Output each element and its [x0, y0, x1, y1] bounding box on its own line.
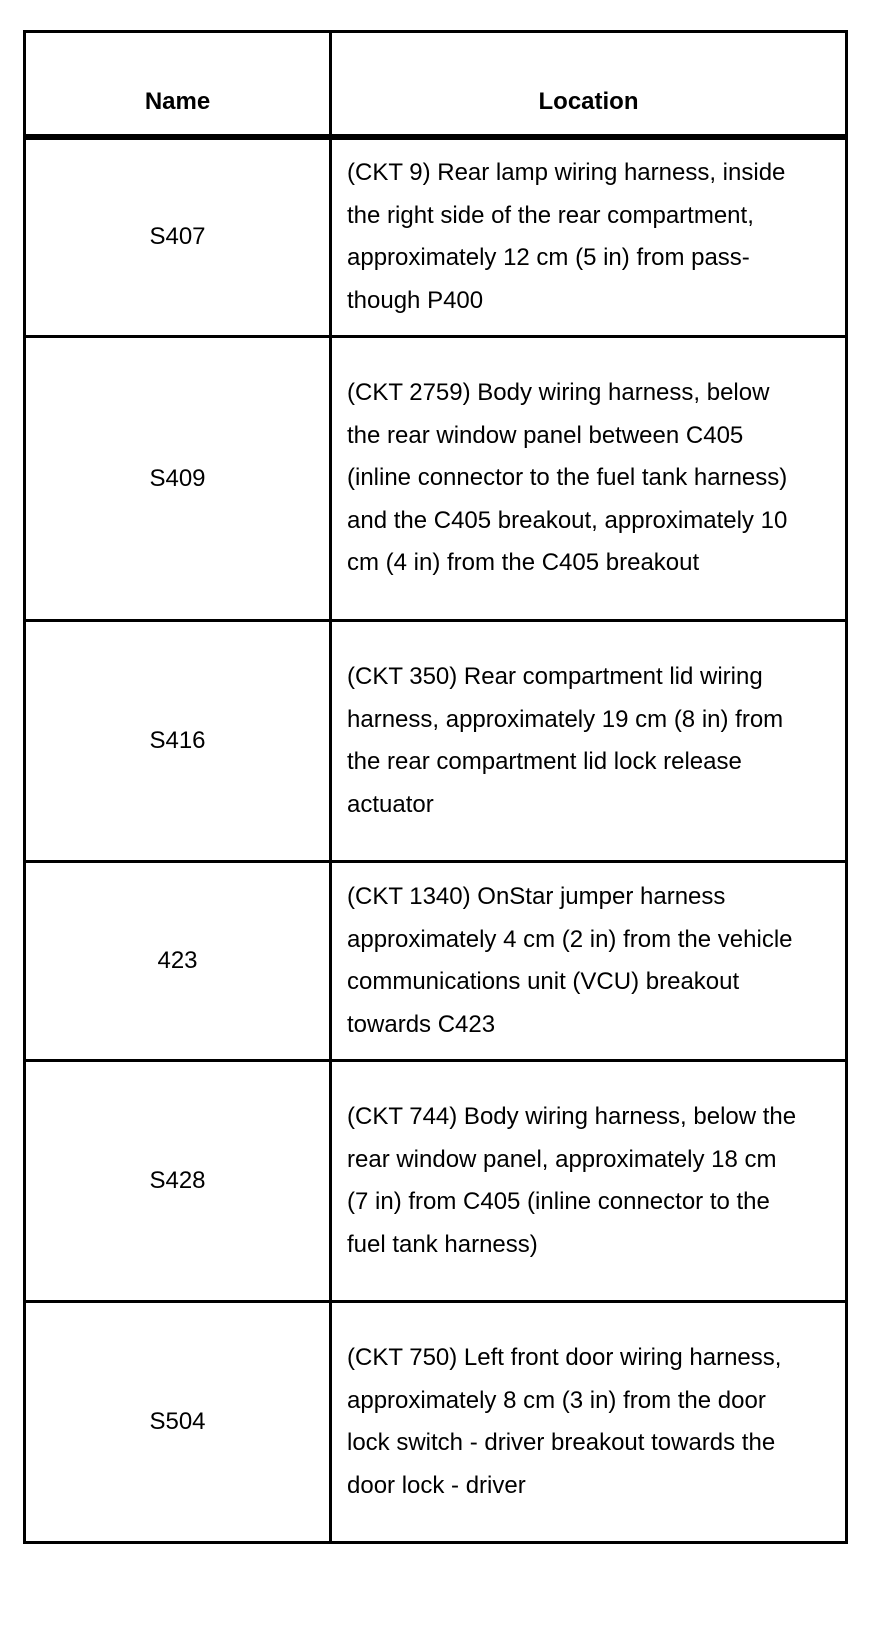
column-header-name: Name [25, 32, 331, 137]
table-row [25, 137, 847, 337]
splice-location: (CKT 350) Rear compartment lid wiring harness, approximately 19 cm (8 in) from the rear compartment lid lock release actuator [331, 621, 847, 862]
splice-name: 423 [25, 862, 331, 1061]
table-row [25, 862, 847, 1061]
splice-location: (CKT 9) Rear lamp wiring harness, inside the right side of the rear compartment, approximately 12 cm (5 in) from pass-though P400 [331, 137, 847, 337]
splice-name: S416 [25, 621, 331, 862]
splice-name: S428 [25, 1061, 331, 1302]
table-row [25, 337, 847, 621]
splice-location: (CKT 750) Left front door wiring harness, approximately 8 cm (3 in) from the door lock switch - driver breakout towards the door lock - driver [331, 1302, 847, 1543]
column-header-location: Location [331, 32, 847, 137]
table-row [25, 621, 847, 862]
splice-location: (CKT 1340) OnStar jumper harness approximately 4 cm (2 in) from the vehicle communications unit (VCU) breakout towards C423 [331, 862, 847, 1061]
splice-name: S407 [25, 137, 331, 337]
splice-location: (CKT 2759) Body wiring harness, below the rear window panel between C405 (inline connector to the fuel tank harness) and the C405 breakout, approximately 10 cm (4 in) from the C405 breakout [331, 337, 847, 621]
splice-location: (CKT 744) Body wiring harness, below the rear window panel, approximately 18 cm (7 in) from C405 (inline connector to the fuel tank harness) [331, 1061, 847, 1302]
splice-name: S504 [25, 1302, 331, 1543]
splice-location-table [23, 30, 848, 1544]
splice-name: S409 [25, 337, 331, 621]
table-row [25, 1061, 847, 1302]
table-row [25, 1302, 847, 1543]
table-header-row [25, 32, 847, 137]
